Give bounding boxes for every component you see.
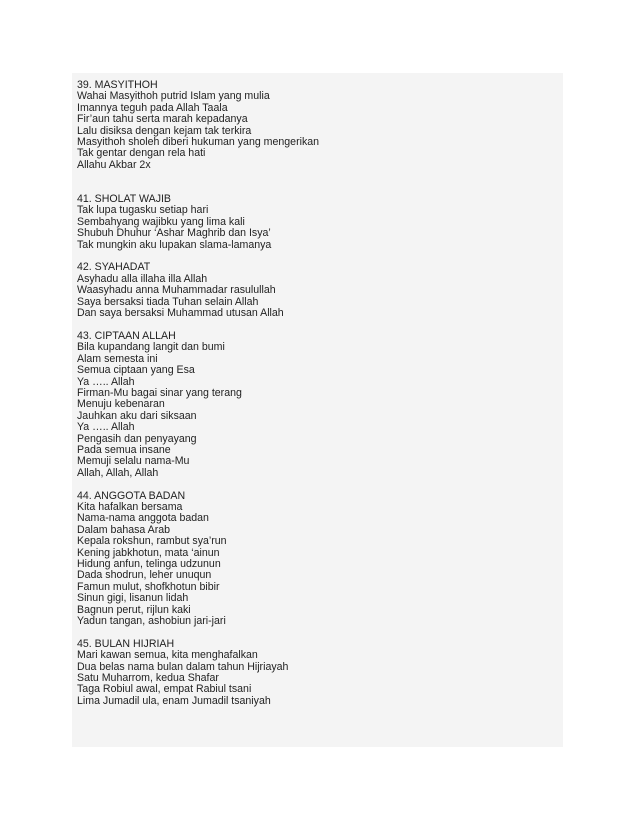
- text-line: Fir’aun tahu serta marah kepadanya: [77, 113, 248, 126]
- text-line: Tak lupa tugasku setiap hari: [77, 204, 209, 217]
- text-line: Pengasih dan penyayang: [77, 432, 197, 445]
- section-heading: 39. MASYITHOH: [77, 79, 158, 91]
- text-line: Jauhkan aku dari siksaan: [77, 409, 197, 422]
- text-line: Dalam bahasa Arab: [77, 523, 171, 536]
- text-line: Satu Muharrom, kedua Shafar: [77, 672, 219, 685]
- text-line: Alam semesta ini: [77, 352, 158, 365]
- text-line: Shubuh Dhuhur ‘Ashar Maghrib dan Isya’: [77, 227, 271, 240]
- text-line: Dada shodrun, leher unuqun: [77, 569, 212, 582]
- section-anggota-badan: [77, 491, 563, 628]
- text-line: Taga Robiul awal, empat Rabiul tsani: [77, 683, 252, 696]
- text-line: Wahai Masyithoh putrid Islam yang mulia: [77, 90, 270, 103]
- text-line: Firman-Mu bagai sinar yang terang: [77, 386, 242, 399]
- section-heading: 43. CIPTAAN ALLAH: [77, 329, 176, 342]
- text-line: Menuju kebenaran: [77, 398, 165, 411]
- text-line: Pada semua insane: [77, 443, 171, 456]
- text-line: Dan saya bersaksi Muhammad utusan Allah: [77, 307, 284, 320]
- section-bulan-hijriah: [77, 639, 563, 707]
- section-ciptaan-allah: [77, 331, 563, 479]
- text-line: Nama-nama anggota badan: [77, 512, 209, 525]
- section-heading: 42. SYAHADAT: [77, 261, 151, 274]
- section-spacer: [77, 171, 563, 194]
- text-line: Tak gentar dengan rela hati: [77, 147, 206, 160]
- text-line: Kita hafalkan bersama: [77, 500, 183, 513]
- text-line: Famun mulut, shofkhotun bibir: [77, 580, 220, 593]
- text-line: Lima Jumadil ula, enam Jumadil tsaniyah: [77, 694, 271, 707]
- text-line: Yadun tangan, ashobiun jari-jari: [77, 615, 226, 628]
- text-line: Asyhadu alla illaha illa Allah: [77, 272, 208, 285]
- text-line: Semua ciptaan yang Esa: [77, 364, 195, 377]
- text-line: Hidung anfun, telinga udzunun: [77, 558, 221, 570]
- text-line: Bila kupandang langit dan bumi: [77, 341, 225, 354]
- text-line: Sembahyang wajibku yang lima kali: [77, 215, 245, 228]
- section-heading: 45. BULAN HIJRIAH: [77, 637, 175, 650]
- section-masyithoh: [77, 80, 563, 171]
- text-line: Masyithoh sholeh diberi hukuman yang mengerikan: [77, 136, 320, 149]
- text-line: Imannya teguh pada Allah Taala: [77, 101, 228, 114]
- text-line: Ya ….. Allah: [77, 375, 135, 388]
- text-line: Allah, Allah, Allah: [77, 466, 159, 479]
- text-line: Dua belas nama bulan dalam tahun Hijriayah: [77, 660, 289, 673]
- section-spacer: [77, 479, 563, 490]
- text-line: Kepala rokshun, rambut sya’run: [77, 535, 227, 548]
- section-syahadat: [77, 262, 563, 319]
- text-line: Lalu disiksa dengan kejam tak terkira: [77, 124, 252, 137]
- text-line: Memuji selalu nama-Mu: [77, 455, 190, 468]
- section-heading: 41. SHOLAT WAJIB: [77, 193, 171, 206]
- text-line: Ya ….. Allah: [77, 421, 135, 434]
- text-line: Waasyhadu anna Muhammadar rasulullah: [77, 284, 276, 297]
- section-sholat-wajib: [77, 194, 563, 251]
- text-line: Bagnun perut, rijlun kaki: [77, 603, 191, 616]
- section-heading: 44. ANGGOTA BADAN: [77, 489, 186, 502]
- text-line: Sinun gigi, lisanun lidah: [77, 592, 189, 605]
- document-text-block: [72, 73, 563, 747]
- text-line: Tak mungkin aku lupakan slama-lamanya: [77, 238, 272, 251]
- text-line: Saya bersaksi tiada Tuhan selain Allah: [77, 295, 259, 308]
- text-line: Allahu Akbar 2x: [77, 158, 151, 171]
- text-line: Mari kawan semua, kita menghafalkan: [77, 649, 258, 662]
- text-line: Kening jabkhotun, mata ‘ainun: [77, 546, 220, 559]
